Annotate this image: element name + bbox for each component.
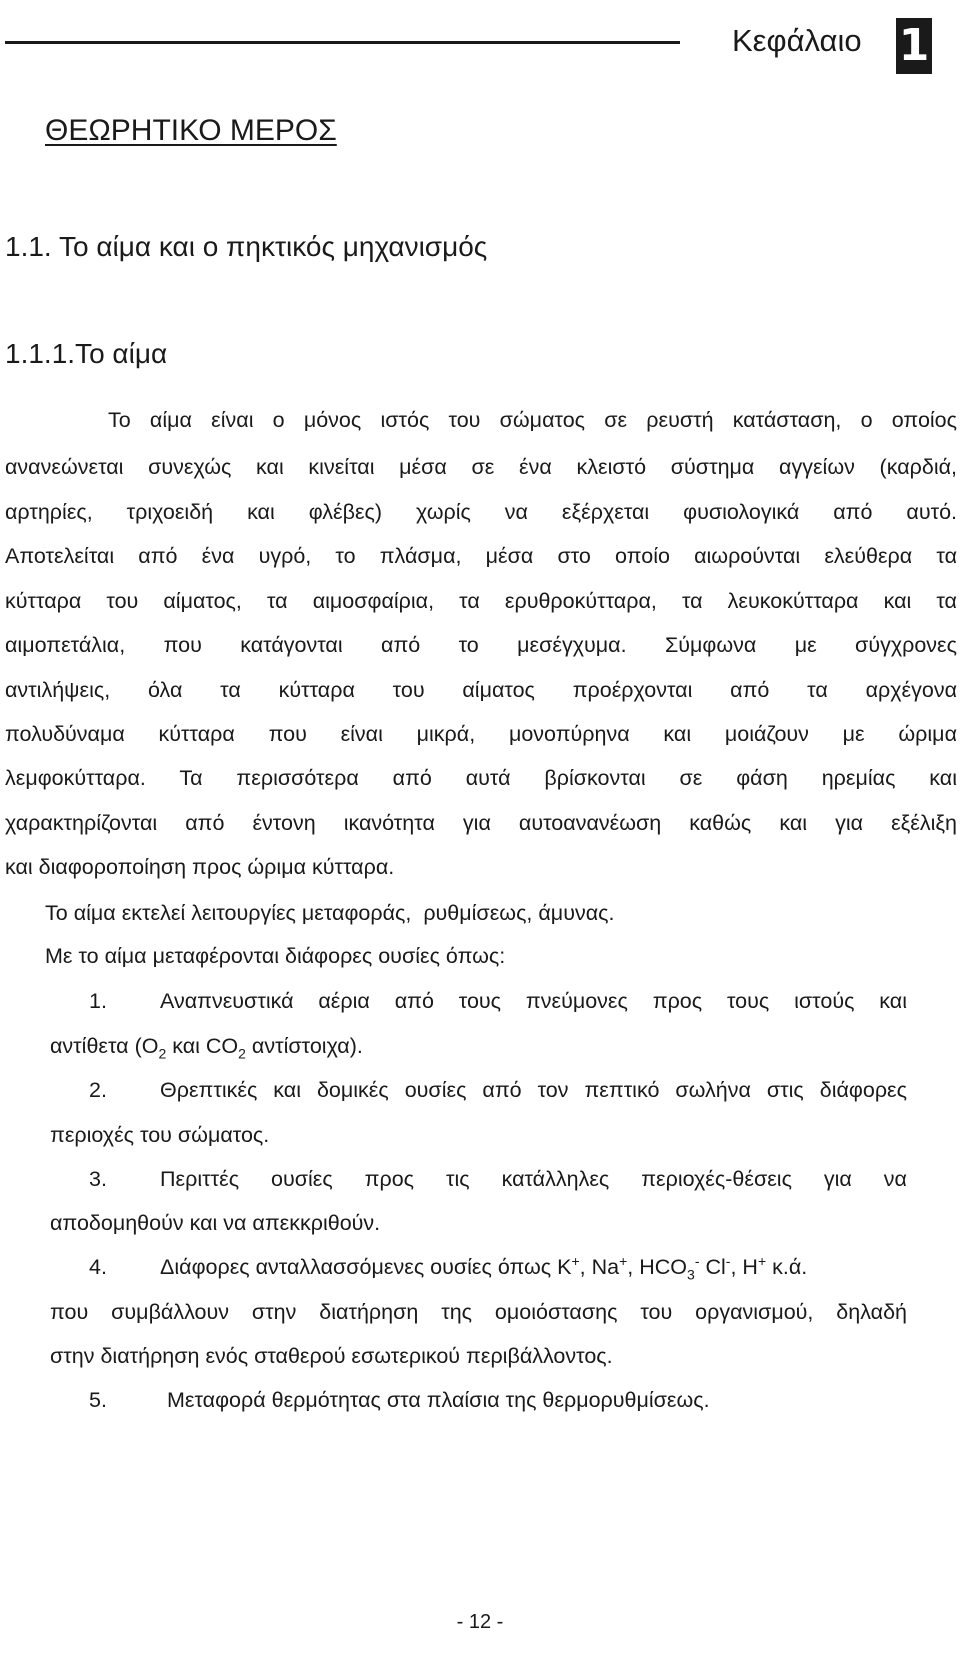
superscript: + — [619, 1252, 628, 1269]
page-number: - 12 - — [456, 1611, 504, 1633]
paragraph-line: αντιλήψεις, όλα τα κύτταρα του αίματος προέρχονται από τα αρχέγονα — [5, 678, 957, 702]
text-fragment: αντίστοιχα). — [245, 1034, 363, 1058]
paragraph-line: λεμφοκύτταρα. Τα περισσότερα από αυτά βρίσκονται σε φάση ηρεμίας και — [5, 766, 957, 790]
header-rule — [5, 41, 680, 44]
paragraph-line: χαρακτηρίζονται από έντονη ικανότητα για αυτοανανέωση καθώς και για εξέλιξη — [5, 811, 957, 835]
paragraph-line: Το αίμα είναι ο μόνος ιστός του σώματος σε ρευστή κατάσταση, ο οποίος — [108, 408, 957, 432]
list-item-text: Θρεπτικές και δομικές ουσίες από τον πεπτικό σωλήνα στις διάφορες — [160, 1078, 907, 1102]
list-item-text — [160, 1252, 807, 1282]
text-fragment: Διάφορες ανταλλασσόμενες ουσίες όπως K — [160, 1255, 572, 1279]
list-item-text: περιοχές του σώματος. — [50, 1123, 270, 1147]
list-item-text: αποδομηθούν και να απεκκριθούν. — [50, 1211, 381, 1235]
list-item-number: 4. — [89, 1255, 107, 1279]
paragraph-line: αιμοπετάλια, που κατάγονται από το μεσέγχυμα. Σύμφωνα με σύγχρονες — [5, 633, 957, 657]
list-item-text: Περιττές ουσίες προς τις κατάλληλες περιοχές-θέσεις για να — [160, 1167, 907, 1191]
substances-intro: Με το αίμα μεταφέρονται διάφορες ουσίες όπως: — [45, 944, 506, 968]
paragraph-line: και διαφοροποίηση προς ώριμα κύτταρα. — [5, 855, 395, 879]
superscript: - — [694, 1252, 700, 1269]
superscript: + — [757, 1252, 767, 1269]
paragraph-line: ανανεώνεται συνεχώς και κινείται μέσα σε ένα κλειστό σύστημα αγγείων (καρδιά, — [5, 455, 957, 479]
list-item-text: Αναπνευστικά αέρια από τους πνεύμονες προς τους ιστούς και — [160, 989, 907, 1013]
part-title: ΘΕΩΡΗΤΙΚΟ ΜΕΡΟΣ — [45, 114, 337, 147]
paragraph-line: Αποτελείται από ένα υγρό, το πλάσμα, μέσα στο οποίο αιωρούνται ελεύθερα τα — [5, 544, 957, 568]
list-item-text: στην διατήρηση ενός σταθερού εσωτερικού περιβάλλοντος. — [50, 1344, 613, 1368]
list-item-text: που συμβάλλουν στην διατήρηση της ομοιόστασης του οργανισμού, δηλαδή — [50, 1300, 907, 1324]
text-fragment: κ.ά. — [766, 1255, 808, 1279]
paragraph-line: αρτηρίες, τριχοειδή και φλέβες) χωρίς να εξέρχεται φυσιολογικά από αυτό. — [5, 500, 957, 524]
list-item-number: 2. — [89, 1078, 107, 1102]
functions-line: Το αίμα εκτελεί λειτουργίες μεταφοράς, ρυθμίσεως, άμυνας. — [45, 901, 615, 925]
text-fragment: , Na — [579, 1255, 620, 1279]
list-item-text — [50, 1031, 363, 1061]
chapter-number-badge: 1 — [896, 18, 932, 74]
superscript: - — [725, 1252, 731, 1269]
superscript: + — [571, 1252, 580, 1269]
paragraph-line: κύτταρα του αίματος, τα αιμοσφαίρια, τα ερυθροκύτταρα, τα λευκοκύτταρα και τα — [5, 589, 957, 613]
list-item-number: 1. — [89, 989, 107, 1013]
text-fragment: , H — [730, 1255, 758, 1279]
subscript: 2 — [238, 1045, 246, 1062]
text-fragment: αντίθετα (O — [50, 1034, 159, 1058]
text-fragment: , HCO — [627, 1255, 688, 1279]
paragraph-line: πολυδύναμα κύτταρα που είναι μικρά, μονοπύρηνα και μοιάζουν με ώριμα — [5, 722, 957, 746]
list-item-text: Μεταφορά θερμότητας στα πλαίσια της θερμορυθμίσεως. — [167, 1388, 710, 1412]
subscript: 2 — [158, 1045, 167, 1062]
list-item-number: 5. — [89, 1388, 107, 1412]
text-fragment: και CO — [166, 1034, 239, 1058]
section-title: 1.1. Το αίμα και ο πηκτικός μηχανισμός — [5, 231, 488, 262]
chapter-label: Κεφάλαιο — [732, 23, 862, 58]
subscript: 3 — [687, 1266, 695, 1283]
chapter-header — [0, 14, 960, 74]
list-item-number: 3. — [89, 1167, 107, 1191]
subsection-title: 1.1.1.Το αίμα — [5, 338, 168, 369]
text-fragment: Cl — [699, 1255, 726, 1279]
